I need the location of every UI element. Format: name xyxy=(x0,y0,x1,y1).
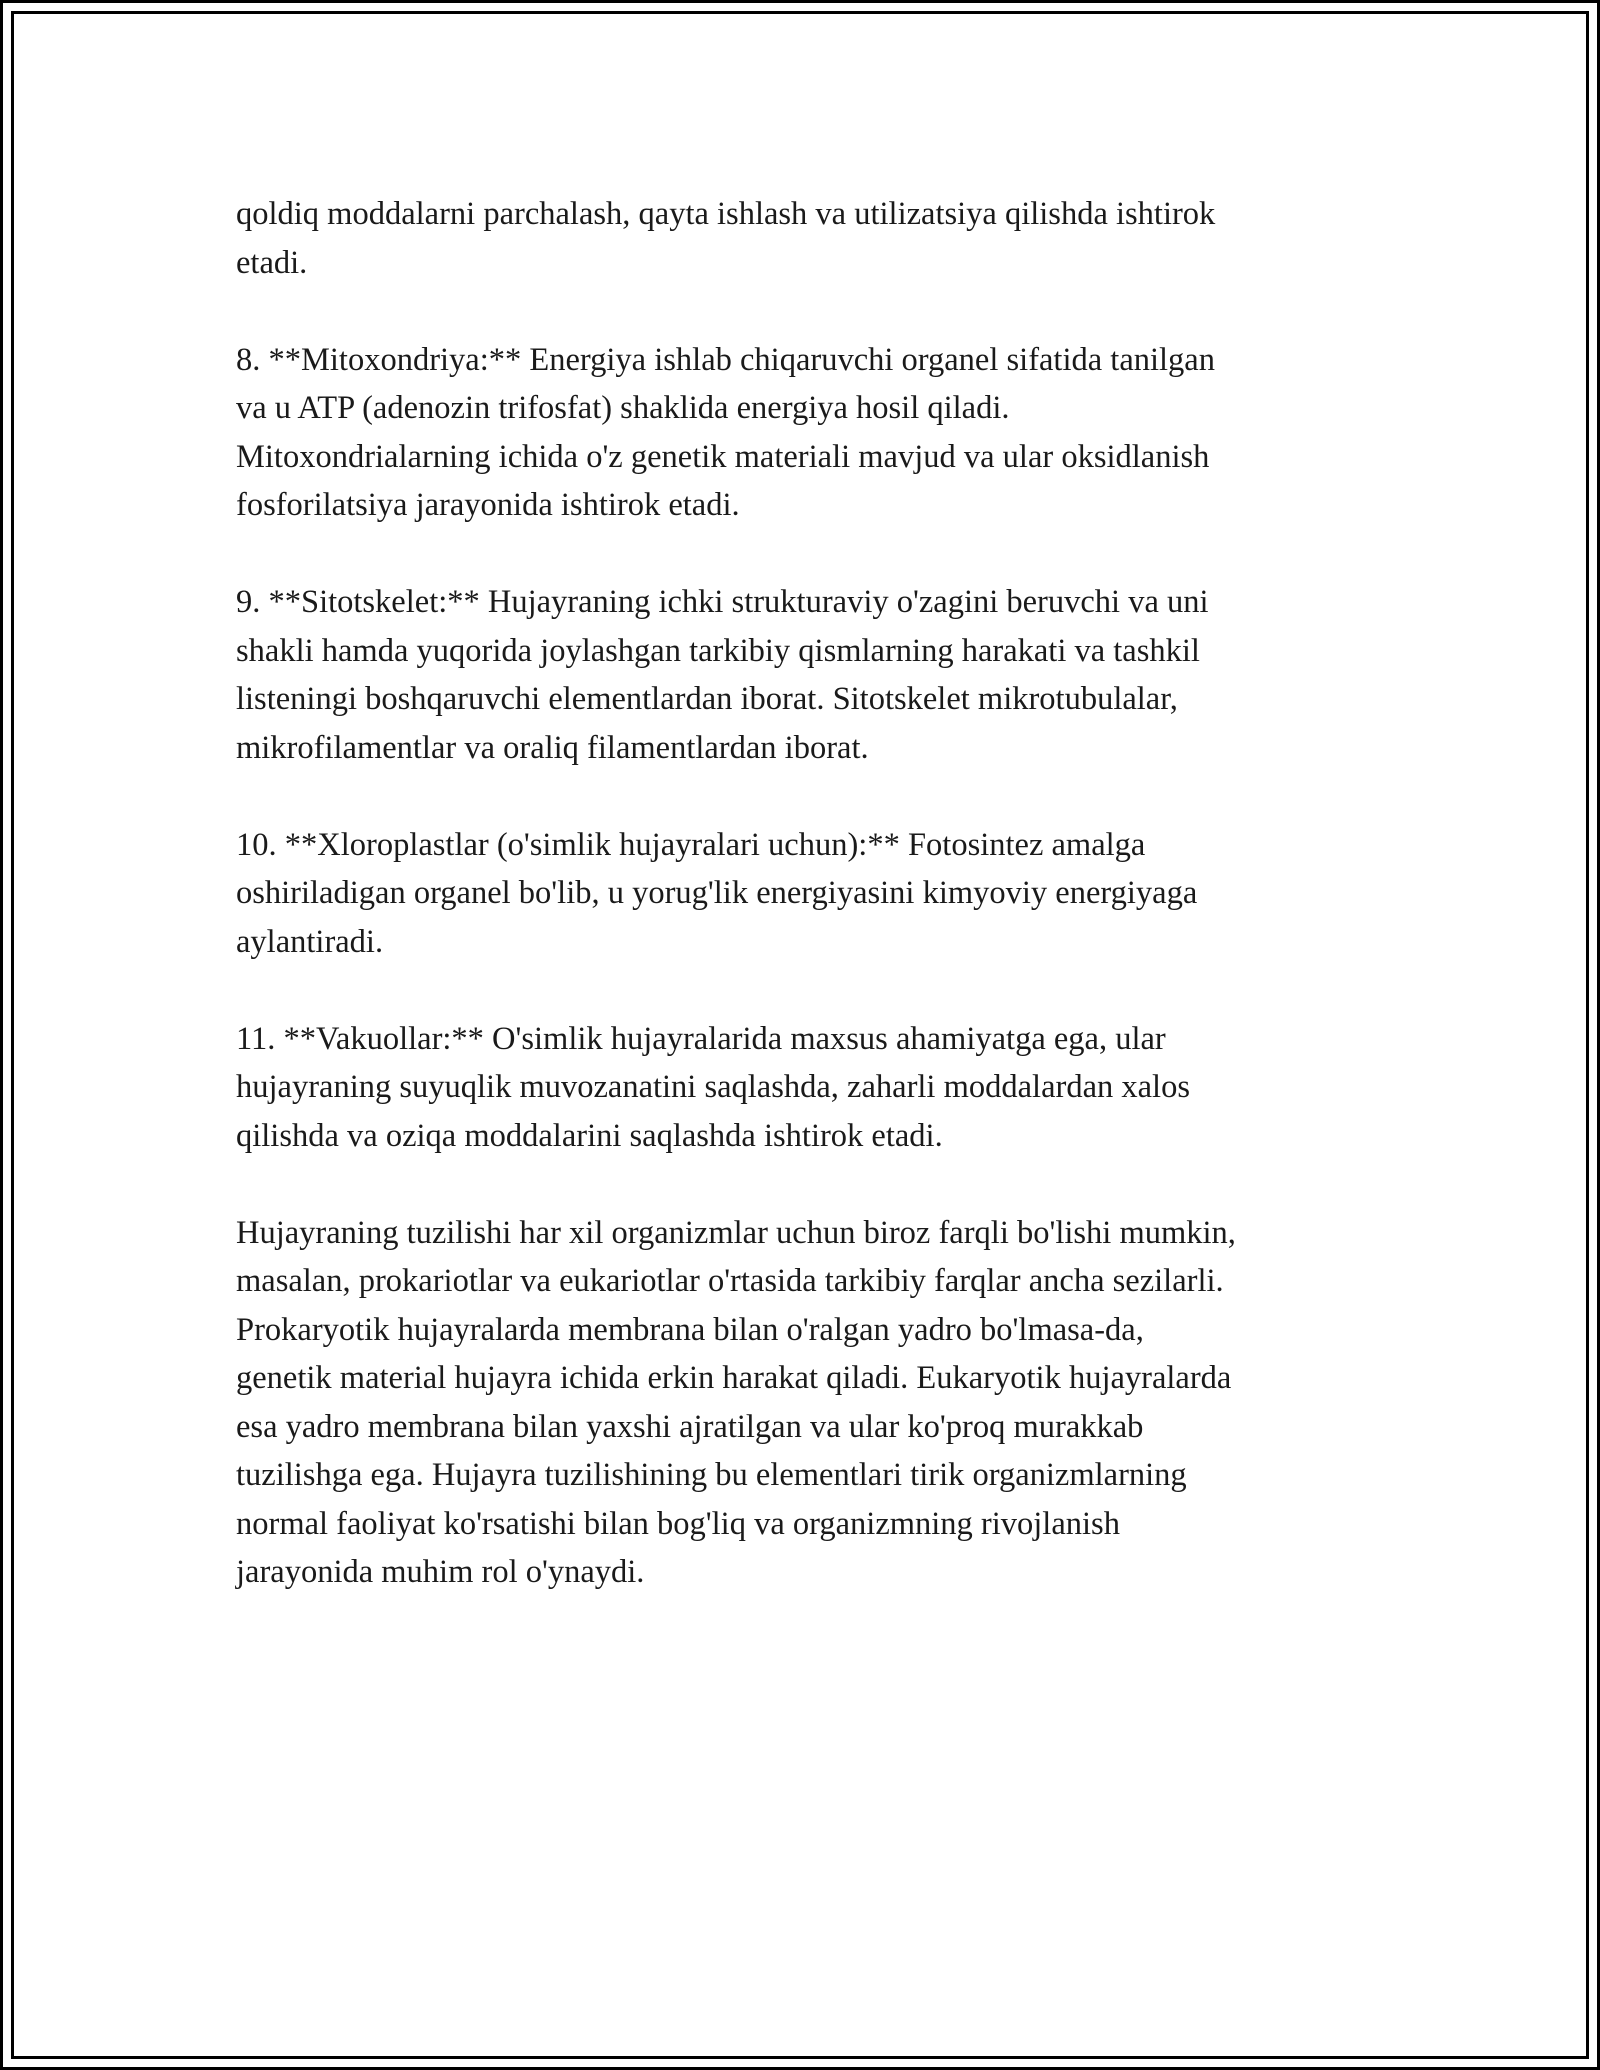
paragraph-vakuollar: 11. **Vakuollar:** O'simlik hujayralarida maxsus ahamiyatga ega, ular hujayraning suyuqlik muvozanatini saqlashda, zaharli moddalardan xalos qilishda va oziqa moddalarini saqlashda ishtirok etadi. xyxy=(236,1020,1190,1154)
paragraph-sitotskelet: 9. **Sitotskelet:** Hujayraning ichki strukturaviy o'zagini beruvchi va uni shakli hamda yuqorida joylashgan tarkibiy qismlarning harakati va tashkil listeningi boshqaruvchi elementlardan iborat. Sitotskelet mikrotubulalar, mikrofilamentlar va oraliq filamentlardan iborat. xyxy=(236,584,1209,766)
paragraph-continuation: qoldiq moddalarni parchalash, qayta ishlash va utilizatsiya qilishda ishtirok etadi. xyxy=(236,196,1216,281)
paragraph-mitoxondriya: 8. **Mitoxondriya:** Energiya ishlab chiqaruvchi organel sifatida tanilgan va u ATP (adenozin trifosfat) shaklida energiya hosil qiladi. Mitoxondrialarning ichida o'z genetik materiali mavjud va ular oksidlanish fosforilatsiya jarayonida ishtirok etadi. xyxy=(236,341,1215,523)
paragraph-xloroplastlar: 10. **Xloroplastlar (o'simlik hujayralari uchun):** Fotosintez amalga oshiriladigan organel bo'lib, u yorug'lik energiyasini kimyoviy energiyaga aylantiradi. xyxy=(236,826,1198,960)
paragraph-conclusion: Hujayraning tuzilishi har xil organizmlar uchun biroz farqli bo'lishi mumkin, masalan, prokariotlar va eukariotlar o'rtasida tarkibiy farqlar ancha sezilarli. Prokaryotik hujayralarda membrana bilan o'ralgan yadro bo'lmasa-da, genetik material hujayra ichida erkin harakat qiladi. Eukaryotik hujayralarda esa yadro membrana bilan yaxshi ajratilgan va ular ko'proq murakkab tuzilishga ega. Hujayra tuzilishining bu elementlari tirik organizmlarning normal faoliyat ko'rsatishi bilan bog'liq va organizmning rivojlanish jarayonida muhim rol o'ynaydi. xyxy=(236,1214,1236,1590)
document-body xyxy=(236,190,1376,1597)
